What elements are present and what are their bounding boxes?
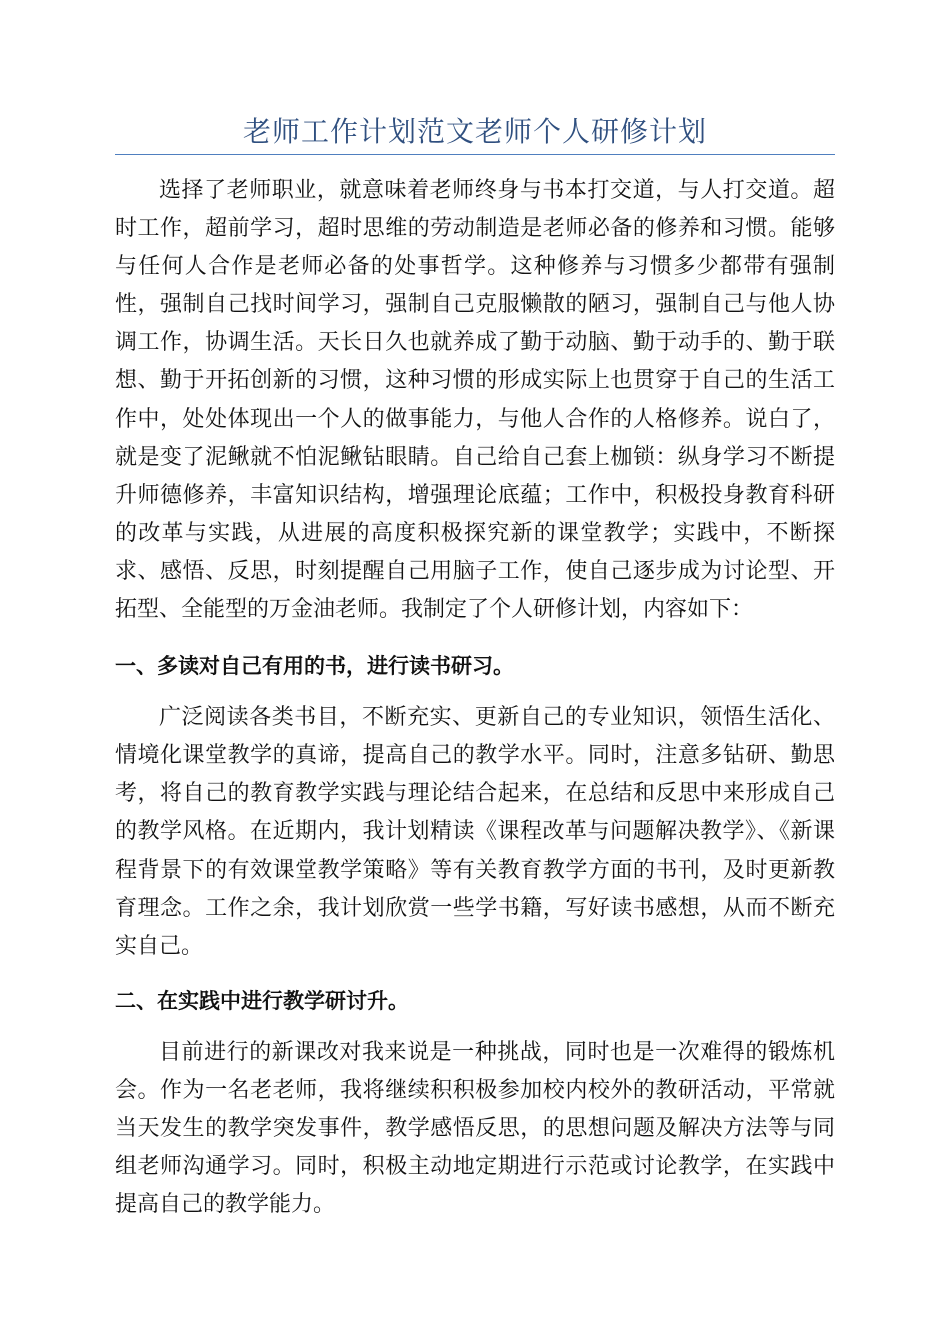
document-title: 老师工作计划范文老师个人研修计划 [242, 115, 707, 148]
title-underline [115, 154, 835, 155]
section-heading-1: 一、多读对自己有用的书，进行读书研习。 [115, 654, 514, 679]
intro-paragraph: 选择了老师职业，就意味着老师终身与书本打交道，与人打交道。超时工作，超前学习，超时思维的劳动制造是老师必备的修养和习惯。能够与任何人合作是老师必备的处事哲学。这种修养与习惯多少都带有强制性，强制自己找时间学习，强制自己克服懒散的陋习，强制自己与他人协调工作，协调生活。天长日久也就养成了勤于动脑、勤于动手的、勤于联想、勤于开拓创新的习惯，这种习惯的形成实际上也贯穿于自己的生活工作中，处处体现出一个人的做事能力，与他人合作的人格修养。说白了，就是变了泥鳅就不怕泥鳅钻眼睛。自己给自己套上枷锁：纵身学习不断提升师德修养，丰富知识结构，增强理论底蕴；工作中，积极投身教育科研的改革与实践，从进展的高度积极探究新的课堂教学；实践中，不断探求、感悟、反思，时刻提醒自己用脑子工作，使自己逐步成为讨论型、开拓型、全能型的万金油老师。我制定了个人研修计划，内容如下： [115, 178, 835, 623]
section-paragraph-2: 目前进行的新课改对我来说是一种挑战，同时也是一次难得的锻炼机会。作为一名老老师，我将继续积积极参加校内校外的教研活动，平常就当天发生的教学突发事件，教学感悟反思，的思想问题及解决方法等与同组老师沟通学习。同时，积极主动地定期进行示范或讨论教学，在实践中提高自己的教学能力。 [115, 1039, 835, 1218]
section-paragraph-1: 广泛阅读各类书目，不断充实、更新自己的专业知识，领悟生活化、情境化课堂教学的真谛，提高自己的教学水平。同时，注意多钻研、勤思考，将自己的教育教学实践与理论结合起来，在总结和反思中来形成自己的教学风格。在近期内，我计划精读《课程改革与问题解决教学》、《新课程背景下的有效课堂教学策略》等有关教育教学方面的书刊，及时更新教育理念。工作之余，我计划欣赏一些学书籍，写好读书感想，从而不断充实自己。 [115, 705, 835, 959]
document-body [115, 172, 835, 1224]
section-heading-2: 二、在实践中进行教学研讨升。 [115, 988, 409, 1013]
